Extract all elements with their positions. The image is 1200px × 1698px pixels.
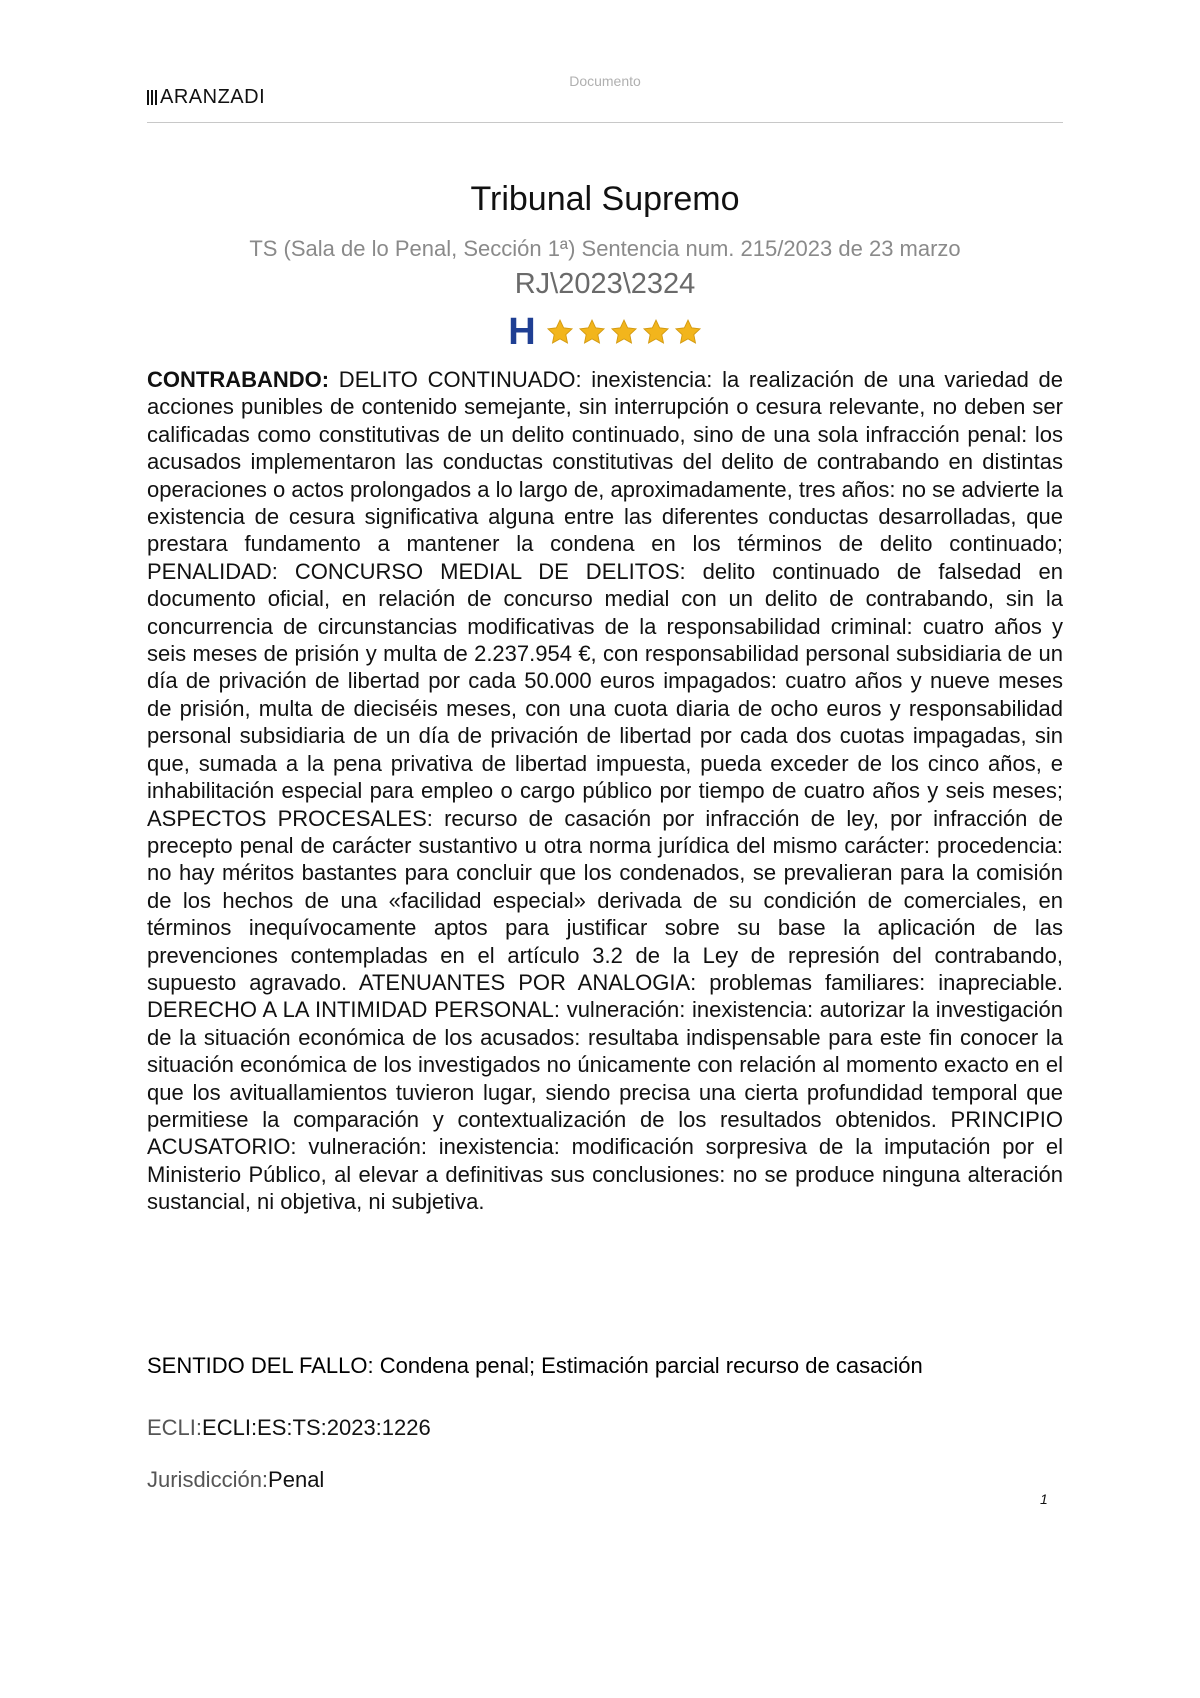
rating-letter: H <box>508 311 536 353</box>
star-icon <box>578 318 606 346</box>
star-icon <box>674 318 702 346</box>
summary-text: DELITO CONTINUADO: inexistencia: la realización de una variedad de acciones punibles de contenido semejante, sin interrupción o cesura relevante, no deben ser calificadas como constitutivas de un delito continuado, sino de una sola infracción penal: los acusados implementaron las conductas constitutivas del delito de contrabando en distintas operaciones o actos prolongados a lo largo de, aproximadamente, tres años: no se advierte la existencia de cesura significativa alguna entre las diferentes conductas desarrolladas, que prestara fundamento a mantener la condena en los términos de delito continuado; PENALIDAD: CONCURSO MEDIAL DE DELITOS: delito continuado de falsedad en documento oficial, en relación de concurso medial con un delito de contrabando, sin la concurrencia de circunstancias modificativas de la responsabilidad criminal: cuatro años y seis meses de prisión y multa de 2.237.954 €, con responsabilidad personal subsidiaria de un día de privación de libertad por cada 50.000 euros impagados: cuatro años y nueve meses de prisión, multa de dieciséis meses, con una cuota diaria de ocho euros y responsabilidad personal subsidiaria de un día de privación de libertad por cada dos cuotas impagadas, sin que, sumada a la pena privativa de libertad impuesta, pueda exceder de los cinco años, e inhabilitación especial para empleo o cargo público por tiempo de cuatro años y seis meses; ASPECTOS PROCESALES: recurso de casación por infracción de ley, por infracción de precepto penal de carácter sustantivo u otra norma jurídica del mismo carácter: procedencia: no hay méritos bastantes para concluir que los condenados, se prevalieran para la comisión de los hechos de una «facilidad especial» derivada de su condición de comerciales, en términos inequívocamente aptos para justificar sobre su base la aplicación de las prevenciones contempladas en el artículo 3.2 de la Ley de represión del contrabando, supuesto agravado. ATENUANTES POR ANALOGIA: problemas familiares: inapreciable. DERECHO A LA INTIMIDAD PERSONAL: vulneración: inexistencia: autorizar la investigación de la situación económica de los acusados: resultaba indispensable para este fin conocer la situación económica de los investigados no únicamente con relación al momento exacto en el que los avituallamientos tuvieron lugar, siendo precisa una cierta profundidad temporal que permitiese la comparación y contextualización de los resultados obtenidos. PRINCIPIO ACUSATORIO: vulneración: inexistencia: modificación sorpresiva de la imputación por el Ministerio Público, al elevar a definitivas sus conclusiones: no se produce ninguna alteración sustancial, ni objetiva, ni subjetiva. <box>147 367 1064 1215</box>
relevance-rating <box>147 313 1063 351</box>
aranzadi-logo <box>147 86 265 109</box>
sentido-del-fallo <box>147 1352 1063 1379</box>
reference-number: RJ\2023\2324 <box>514 268 696 300</box>
rating-stars <box>546 318 702 346</box>
court-title: Tribunal Supremo <box>470 180 740 218</box>
jurisdiccion-label: Jurisdicción: <box>147 1467 269 1492</box>
jurisdiccion-line <box>147 1466 1063 1493</box>
fallo-label: SENTIDO DEL FALLO: <box>147 1353 374 1378</box>
page-header <box>147 70 1063 123</box>
case-summary <box>147 366 1063 1216</box>
ecli-value: ECLI:ES:TS:2023:1226 <box>202 1415 431 1440</box>
star-icon <box>642 318 670 346</box>
star-icon <box>610 318 638 346</box>
logo-bars-icon <box>147 90 157 105</box>
logo-text: ARANZADI <box>160 86 266 108</box>
star-icon <box>546 318 574 346</box>
ecli-line <box>147 1414 1063 1441</box>
summary-lead: CONTRABANDO: <box>147 367 330 392</box>
header-document-label: Documento <box>569 73 641 89</box>
page-number: 1 <box>1040 1491 1048 1507</box>
ecli-label: ECLI: <box>147 1415 203 1440</box>
jurisdiccion-value: Penal <box>268 1467 325 1492</box>
sentence-subtitle: TS (Sala de lo Penal, Sección 1ª) Sentencia num. 215/2023 de 23 marzo <box>249 236 961 261</box>
fallo-value: Condena penal; Estimación parcial recurso de casación <box>373 1353 923 1378</box>
